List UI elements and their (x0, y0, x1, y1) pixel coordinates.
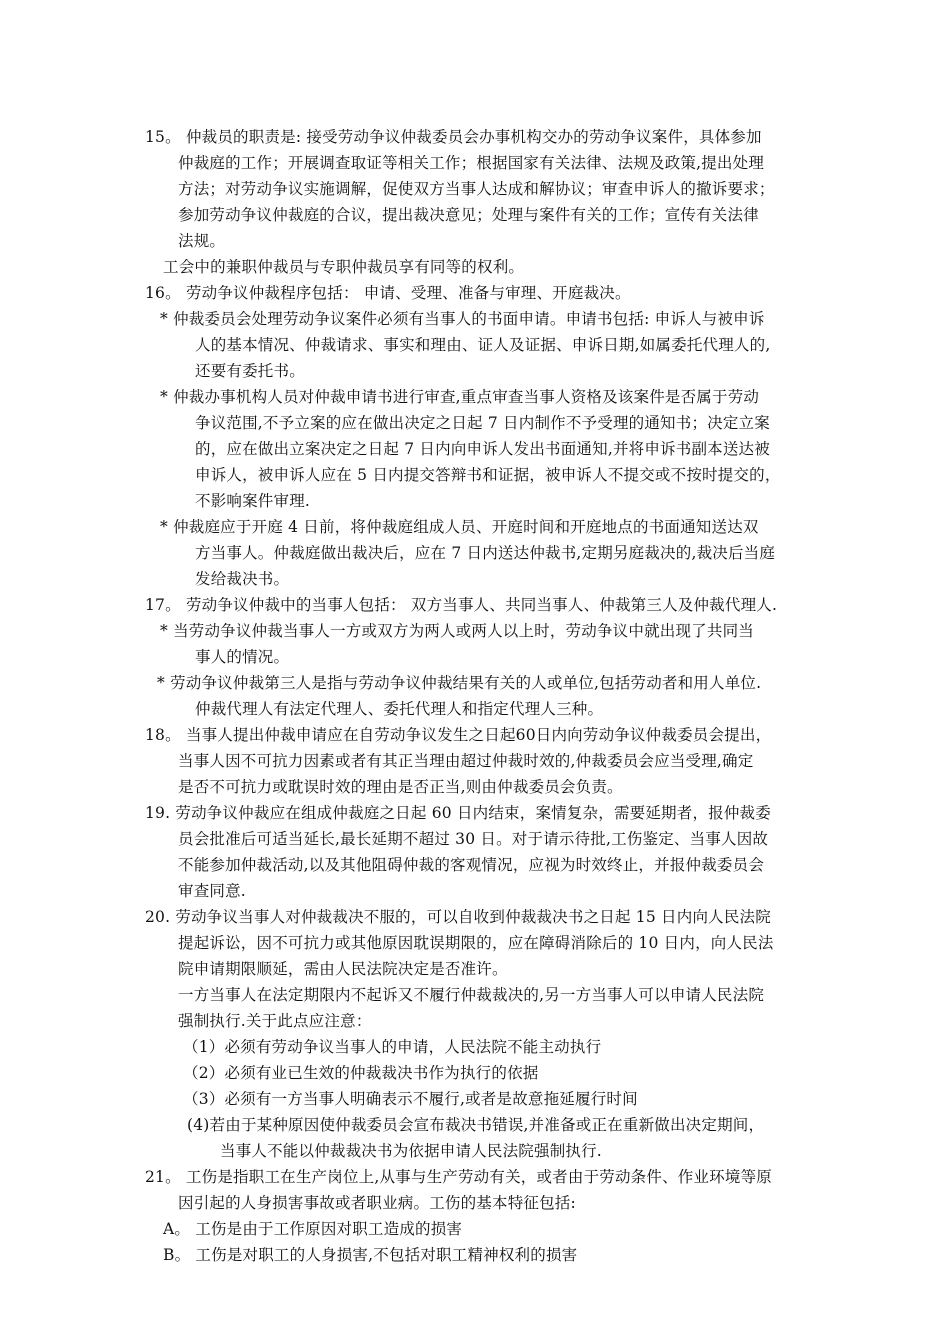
text-line: 的，应在做出立案决定之日起 7 日内向申诉人发出书面通知,并将申诉书副本送达被 (195, 440, 770, 458)
text-line: (4)若由于某种原因使仲裁委员会宣布裁决书错误,并准备或正在重新做出决定期间， (187, 1116, 765, 1134)
text-line: * 仲裁办事机构人员对仲裁申请书进行审查,重点审查当事人资格及该案件是否属于劳动 (160, 388, 760, 406)
text-line: * 劳动争议仲裁第三人是指与劳动争议仲裁结果有关的人或单位,包括劳动者和用人单位. (157, 674, 762, 692)
text-line: 当事人因不可抗力因素或者有其正当理由超过仲裁时效的,仲裁委员会应当受理,确定 (178, 752, 754, 770)
text-line: 是否不可抗力或耽误时效的理由是否正当,则由仲裁委员会负责。 (178, 778, 623, 796)
text-line: * 仲裁委员会处理劳动争议案件必须有当事人的书面申请。申请书包括: 申诉人与被申诉 (160, 310, 765, 328)
text-line: 17。 劳动争议仲裁中的当事人包括： 双方当事人、共同当事人、仲裁第三人及仲裁代理人. (145, 596, 778, 614)
text-line: 审查同意. (178, 882, 246, 900)
text-line: 15。 仲裁员的职责是: 接受劳动争议仲裁委员会办事机构交办的劳动争议案件，具体参加 (145, 128, 762, 146)
text-line: 当事人不能以仲裁裁决书为依据申请人民法院强制执行. (220, 1142, 602, 1160)
text-line: 争议范围,不予立案的应在做出决定之日起 7 日内制作不予受理的通知书；决定立案 (195, 414, 770, 432)
text-line: 方法；对劳动争议实施调解，促使双方当事人达成和解协议；审查申诉人的撤诉要求； (178, 180, 775, 198)
text-line: （3）必须有一方当事人明确表示不履行,或者是故意拖延履行时间 (183, 1090, 638, 1108)
text-line: 申诉人，被申诉人应在 5 日内提交答辩书和证据，被申诉人不提交或不按时提交的， (195, 466, 781, 484)
text-line: * 当劳动争议仲裁当事人一方或双方为两人或两人以上时，劳动争议中就出现了共同当 (160, 622, 754, 640)
text-line: 法规。 (178, 232, 226, 250)
text-line: 人的基本情况、仲裁请求、事实和理由、证人及证据、申诉日期,如属委托代理人的, (195, 336, 771, 354)
text-line: 事人的情况。 (195, 648, 290, 666)
text-line: 21。 工伤是指职工在生产岗位上,从事与生产劳动有关，或者由于劳动条件、作业环境等原 (145, 1168, 772, 1186)
text-line: 员会批准后可适当延长,最长延期不超过 30 日。对于请示待批,工伤鉴定、当事人因故 (178, 830, 769, 848)
text-line: 20. 劳动争议当事人对仲裁裁决不服的，可以自收到仲裁裁决书之日起 15 日内向人民法院 (145, 908, 771, 926)
text-line: （2）必须有业已生效的仲裁裁决书作为执行的依据 (183, 1064, 539, 1082)
text-line: 16。 劳动争议仲裁程序包括： 申请、受理、准备与审理、开庭裁决。 (145, 284, 631, 302)
text-line: 强制执行.关于此点应注意： (178, 1012, 372, 1030)
text-line: 不能参加仲裁活动,以及其他阻碍仲裁的客观情况，应视为时效终止，并报仲裁委员会 (178, 856, 765, 874)
text-line: B。 工伤是对职工的人身损害,不包括对职工精神权利的损害 (163, 1246, 578, 1264)
text-line: 不影响案件审理. (195, 492, 311, 510)
text-line: 提起诉讼，因不可抗力或其他原因耽误期限的，应在障碍消除后的 10 日内，向人民法 (178, 934, 774, 952)
text-line: 18。 当事人提出仲裁申请应在自劳动争议发生之日起60日内向劳动争议仲裁委员会提出， (145, 726, 772, 744)
text-line: 方当事人。仲裁庭做出裁决后，应在 7 日内送达仲裁书,定期另庭裁决的,裁决后当庭 (195, 544, 776, 562)
text-line: 一方当事人在法定期限内不起诉又不履行仲裁裁决的,另一方当事人可以申请人民法院 (178, 986, 765, 1004)
text-line: 因引起的人身损害事故或者职业病。工伤的基本特征包括: (178, 1194, 576, 1212)
text-line: 发给裁决书。 (195, 570, 290, 588)
text-line: 19. 劳动争议仲裁应在组成仲裁庭之日起 60 日内结束，案情复杂，需要延期者，报仲裁委 (145, 804, 771, 822)
text-line: （1）必须有劳动争议当事人的申请，人民法院不能主动执行 (183, 1038, 602, 1056)
text-line: 院申请期限顺延，需由人民法院决定是否准许。 (178, 960, 508, 978)
text-line: 参加劳动争议仲裁庭的合议，提出裁决意见；处理与案件有关的工作；宣传有关法律 (178, 206, 759, 224)
text-line: 还要有委托书。 (195, 362, 305, 380)
text-line: 仲裁庭的工作；开展调查取证等相关工作；根据国家有关法律、法规及政策,提出处理 (178, 154, 765, 172)
text-line: 仲裁代理人有法定代理人、委托代理人和指定代理人三种。 (195, 700, 604, 718)
text-line: A。 工伤是由于工作原因对职工造成的损害 (163, 1220, 463, 1238)
text-line: 工会中的兼职仲裁员与专职仲裁员享有同等的权利。 (163, 258, 525, 276)
text-line: * 仲裁庭应于开庭 4 日前，将仲裁庭组成人员、开庭时间和开庭地点的书面通知送达双 (160, 518, 759, 536)
